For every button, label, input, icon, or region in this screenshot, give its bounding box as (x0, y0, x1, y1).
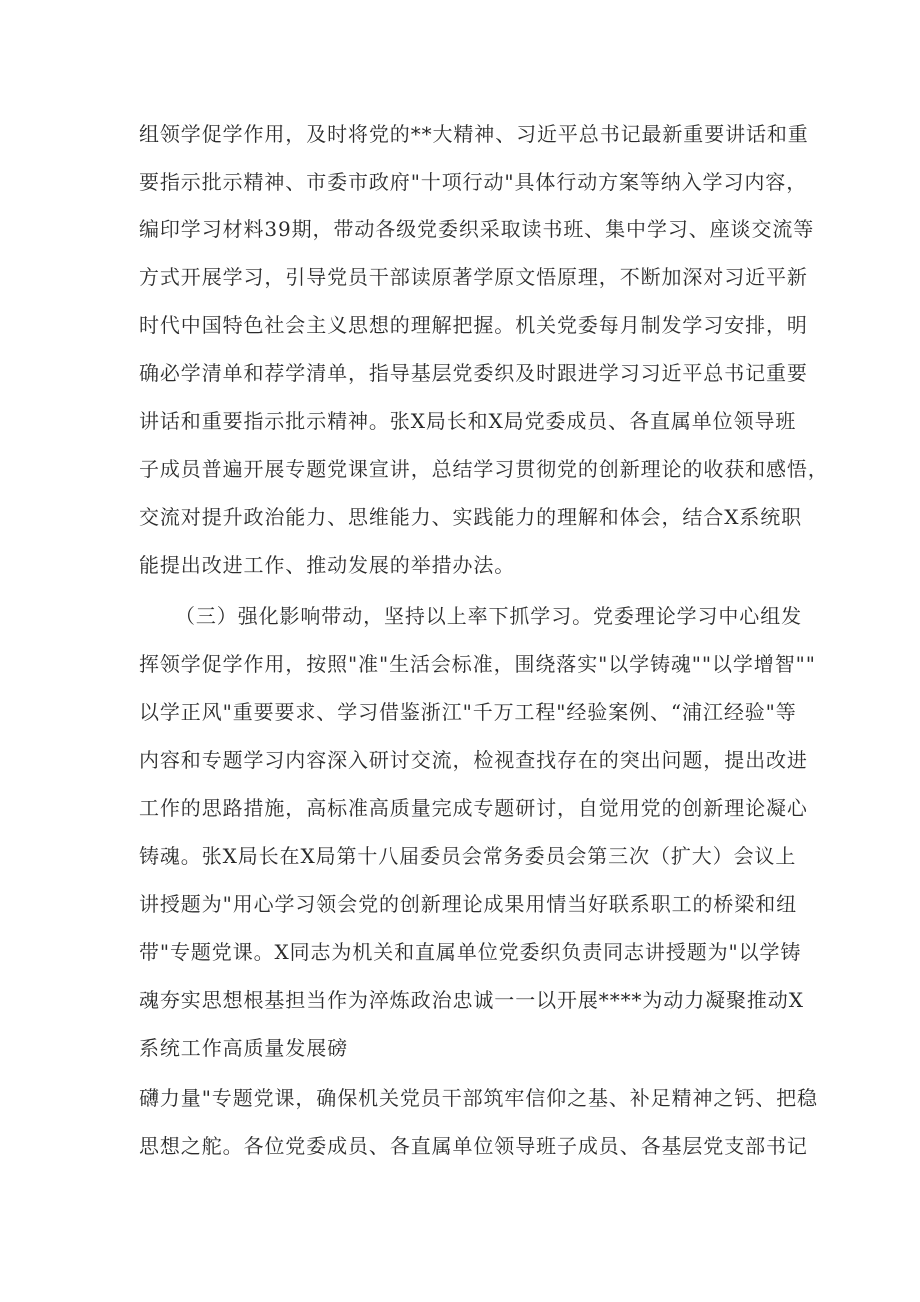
text-line: 铸魂。张X局长在X局第十八届委员会常务委员会第三次（扩大）会议上 (139, 844, 797, 868)
text-line: 礴力量"专题党课，确保机关党员干部筑牢信仰之基、补足精神之钙、把稳 (139, 1086, 818, 1110)
text-line: 编印学习材料39期，带动各级党委织采取读书班、集中学习、座谈交流等 (139, 217, 815, 241)
text-line: 以学正风"重要要求、学习借鉴浙江"千万工程"经验案例、“浦江经验"等 (139, 700, 797, 724)
text-line: 组领学促学作用，及时将党的**大精神、习近平总书记最新重要讲话和重 (139, 122, 809, 146)
text-line: 能提出改进工作、推动发展的举措办法。 (139, 553, 516, 577)
text-line: 讲话和重要指示批示精神。张X局长和X局党委成员、各直属单位领导班 (139, 409, 797, 433)
text-line: 挥领学促学作用，按照"准"生活会标准，围绕落实"以学铸魂""以学增智"" (139, 652, 816, 676)
text-line: 内容和专题学习内容深入研讨交流，检视查找存在的突出问题，提出改进 (139, 748, 808, 772)
text-line: 子成员普遍开展专题党课宣讲，总结学习贯彻党的创新理论的收获和感悟， (139, 457, 829, 481)
text-line: 系统工作高质量发展磅 (139, 1036, 348, 1060)
text-line: 思想之舵。各位党委成员、各直属单位领导班子成员、各基层党支部书记 (139, 1134, 808, 1158)
text-line: 时代中国特色社会主义思想的理解把握。机关党委每月制发学习安排，明 (139, 313, 808, 337)
text-line: 讲授题为"用心学习领会党的创新理论成果用情当好联系职工的桥梁和纽 (139, 892, 797, 916)
text-line: 方式开展学习，引导党员干部读原著学原文悟原理，不断加深对习近平新 (139, 265, 808, 289)
paragraph-heading-line: （三）强化影响带动，坚持以上率下抓学习。党委理论学习中心组发 (175, 604, 802, 628)
text-line: 魂夯实思想根基担当作为淬炼政治忠诚一一以开展****为动力凝聚推动X (139, 988, 804, 1012)
text-line: 交流对提升政治能力、思维能力、实践能力的理解和体会，结合X系统职 (139, 505, 803, 529)
text-line: 要指示批示精神、市委市政府"十项行动"具体行动方案等纳入学习内容， (139, 170, 808, 194)
text-line: 确必学清单和荐学清单，指导基层党委织及时跟进学习习近平总书记重要 (139, 361, 808, 385)
text-line: 工作的思路措施，高标准高质量完成专题研讨，自觉用党的创新理论凝心 (139, 796, 808, 820)
text-line: 带"专题党课。X同志为机关和直属单位党委织负责同志讲授题为"以学铸 (139, 940, 802, 964)
